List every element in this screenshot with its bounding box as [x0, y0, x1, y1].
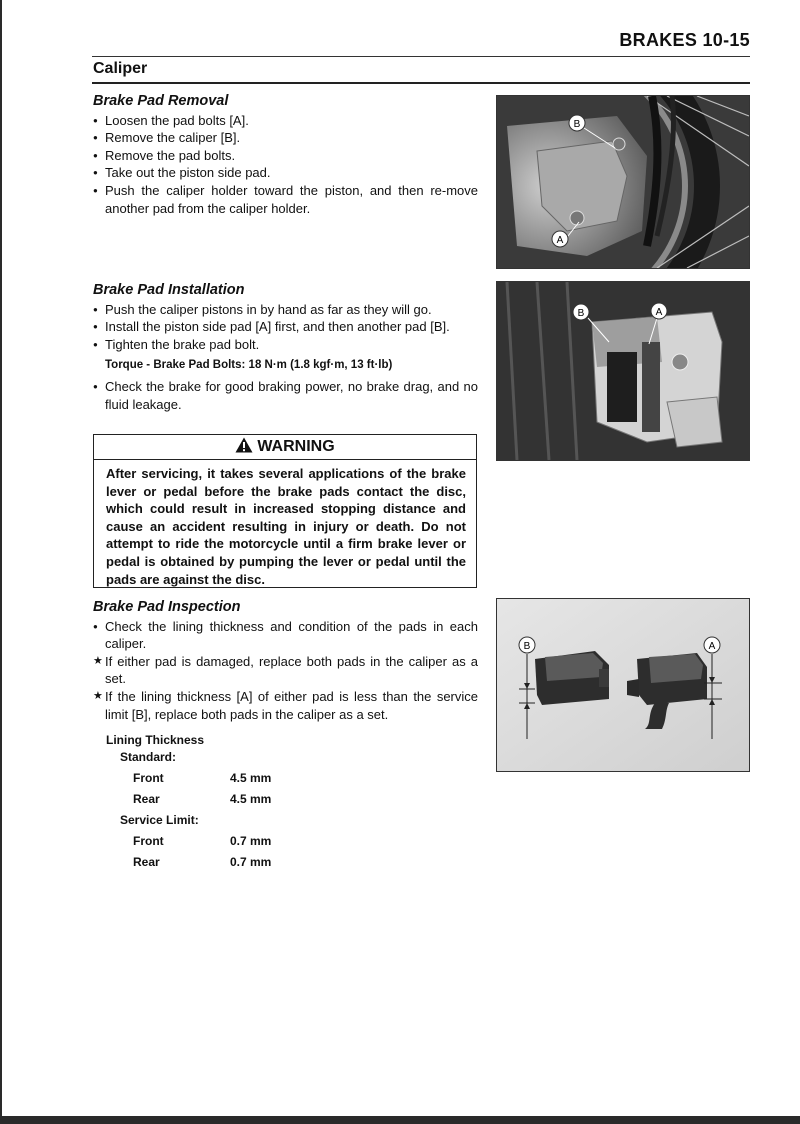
warning-header — [94, 435, 476, 460]
list-item: ● Remove the caliper [B]. — [93, 129, 478, 147]
removal-steps — [93, 112, 478, 218]
inspection-title: Brake Pad Inspection — [93, 599, 241, 615]
spec-label: Front — [133, 771, 164, 785]
list-item: ● Loosen the pad bolts [A]. — [93, 112, 478, 130]
viewer-frame-bottom — [0, 1116, 800, 1124]
callout-b: B — [523, 641, 531, 652]
list-item: ● Take out the piston side pad. — [93, 164, 478, 182]
list-item: ★ If the lining thickness [A] of either pad is less than the service limit [B], replace both pads in the caliper as a set. — [93, 688, 478, 723]
spec-value: 0.7 mm — [230, 834, 272, 848]
list-item: ● Check the brake for good braking power, no brake drag, and no fluid leakage. — [93, 378, 478, 413]
callout-a: A — [556, 235, 564, 246]
callout-b: B — [573, 119, 581, 130]
warning-box — [93, 434, 477, 588]
warning-triangle-icon — [235, 437, 253, 453]
viewer-frame-left — [0, 0, 2, 1124]
torque-spec: Torque - Brake Pad Bolts: 18 N·m (1.8 kgf·m, 13 ft·lb) — [105, 359, 393, 372]
section-title: Caliper — [93, 60, 148, 77]
spec-limit-label: Service Limit: — [120, 813, 199, 827]
list-item: ● Push the caliper pistons in by hand as far as they will go. — [93, 301, 478, 319]
list-item: ● Install the piston side pad [A] first, and then another pad [B]. — [93, 318, 478, 336]
list-item: ★ If either pad is damaged, replace both pads in the caliper as a set. — [93, 653, 478, 688]
installation-steps — [93, 301, 478, 354]
callout-a: A — [655, 307, 663, 318]
installation-block — [93, 282, 478, 413]
spec-standard-label: Standard: — [120, 750, 177, 764]
removal-title: Brake Pad Removal — [93, 93, 229, 109]
list-item: ● Push the caliper holder toward the piston, and then re-move another pad from the caliper holder. — [93, 182, 478, 217]
list-item: ● Remove the pad bolts. — [93, 147, 478, 165]
callout-b: B — [577, 308, 585, 319]
spec-label: Rear — [133, 855, 160, 869]
installation-title: Brake Pad Installation — [93, 282, 245, 298]
list-item: ● Check the lining thickness and condition of the pads in each caliper. — [93, 618, 478, 653]
callout-a: A — [708, 641, 716, 652]
section-rule — [92, 82, 750, 84]
installation-final — [93, 378, 478, 413]
removal-block — [93, 93, 478, 217]
spec-label: Rear — [133, 792, 160, 806]
photo-caliper-removal — [496, 95, 750, 269]
warning-title: WARNING — [257, 438, 335, 455]
spec-value: 4.5 mm — [230, 792, 272, 806]
page-header-title: BRAKES 10-15 — [619, 30, 750, 50]
header-rule — [92, 56, 750, 57]
photo-caliper-installation — [496, 281, 750, 461]
spec-label: Front — [133, 834, 164, 848]
spec-heading: Lining Thickness — [106, 733, 205, 747]
spec-value: 4.5 mm — [230, 771, 272, 785]
list-item: ● Tighten the brake pad bolt. — [93, 336, 478, 354]
inspection-steps — [93, 618, 478, 724]
warning-text: After servicing, it takes several applications of the brake lever or pedal before the brake pads contact the disc, which could result in increased stopping distance and cause an accident resulting in injury or death. Do not attempt to ride the motorcycle until a firm brake lever or pedal is obtained by pumping the lever or pedal until the pads are against the disc. — [106, 466, 466, 587]
photo-pad-inspection — [496, 598, 750, 772]
spec-value: 0.7 mm — [230, 855, 272, 869]
inspection-block — [93, 599, 478, 723]
